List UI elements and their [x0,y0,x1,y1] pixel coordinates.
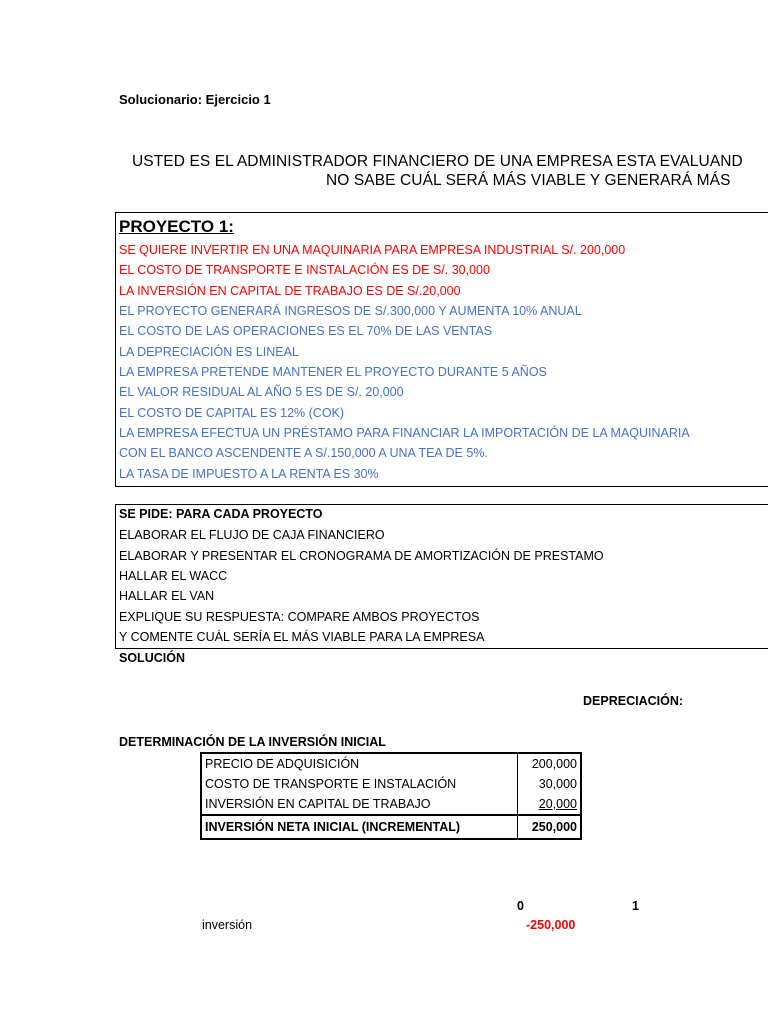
cashflow-row-label: inversión [202,918,253,932]
table-total-label: INVERSIÓN NETA INICIAL (INCREMENTAL) [201,815,517,839]
requirement-item: HALLAR EL VAN [119,589,215,603]
requirement-item: ELABORAR Y PRESENTAR EL CRONOGRAMA DE AMORTIZACIÓN DE PRESTAMO [119,549,604,563]
project-line: EL VALOR RESIDUAL AL AÑO 5 ES DE S/. 20,000 [119,385,404,399]
requirement-item: EXPLIQUE SU RESPUESTA: COMPARE AMBOS PROYECTOS [119,610,480,624]
document-title: Solucionario: Ejercicio 1 [119,92,271,107]
investment-heading: DETERMINACIÓN DE LA INVERSIÓN INICIAL [119,735,386,749]
table-cell-value-wrap [517,794,581,815]
table-cell-value: 30,000 [517,774,581,794]
requirement-item: HALLAR EL WACC [119,569,228,583]
requirement-item: Y COMENTE CUÁL SERÍA EL MÁS VIABLE PARA LA EMPRESA [119,630,485,644]
table-cell-label: COSTO DE TRANSPORTE E INSTALACIÓN [205,777,457,791]
table-cell-label: INVERSIÓN EN CAPITAL DE TRABAJO [205,797,431,811]
table-cell-value: 20,000 [538,797,577,811]
requirement-item: ELABORAR EL FLUJO DE CAJA FINANCIERO [119,528,385,542]
table-row [201,753,581,774]
project-title [119,217,234,237]
period-header-1: 1 [632,899,639,913]
project-line: LA TASA DE IMPUESTO A LA RENTA ES 30% [119,467,379,481]
project-title-text: PROYECTO 1 [119,217,229,236]
project-line: EL COSTO DE CAPITAL ES 12% (COK) [119,406,345,420]
table-cell-value: 200,000 [517,753,581,774]
intro-line-2: NO SABE CUÁL SERÁ MÁS VIABLE Y GENERARÁ MÁS [326,172,731,189]
project-line: LA EMPRESA PRETENDE MANTENER EL PROYECTO DURANTE 5 AÑOS [119,365,547,379]
solution-heading: SOLUCIÓN [119,651,185,665]
period-header-0: 0 [517,899,524,913]
intro-line-1: USTED ES EL ADMINISTRADOR FINANCIERO DE UNA EMPRESA ESTA EVALUAND [132,153,743,170]
project-line: SE QUIERE INVERTIR EN UNA MAQUINARIA PARA EMPRESA INDUSTRIAL S/. 200,000 [119,243,626,257]
project-line: CON EL BANCO ASCENDENTE A S/.150,000 A UNA TEA DE 5%. [119,446,488,460]
project-line: EL PROYECTO GENERARÁ INGRESOS DE S/.300,000 Y AUMENTA 10% ANUAL [119,304,582,318]
project-line: LA DEPRECIACIÓN ES LINEAL [119,345,299,359]
project-line: LA EMPRESA EFECTUA UN PRÉSTAMO PARA FINANCIAR LA IMPORTACIÓN DE LA MAQUINARIA [119,426,690,440]
table-total-row [201,815,581,839]
investment-table [200,752,582,840]
table-row [201,774,581,794]
project-line: EL COSTO DE TRANSPORTE E INSTALACIÓN ES DE S/. 30,000 [119,263,490,277]
requirements-heading: SE PIDE: PARA CADA PROYECTO [119,507,323,521]
project-title-suffix: : [228,217,234,236]
depreciation-label: DEPRECIACIÓN: [583,694,684,708]
table-row [201,794,581,815]
cashflow-row-value: -250,000 [526,918,576,932]
project-line: EL COSTO DE LAS OPERACIONES ES EL 70% DE LAS VENTAS [119,324,493,338]
table-total-value: 250,000 [517,815,581,839]
project-line: LA INVERSIÓN EN CAPITAL DE TRABAJO ES DE S/.20,000 [119,284,461,298]
table-cell-label: PRECIO DE ADQUISICIÓN [205,757,360,771]
